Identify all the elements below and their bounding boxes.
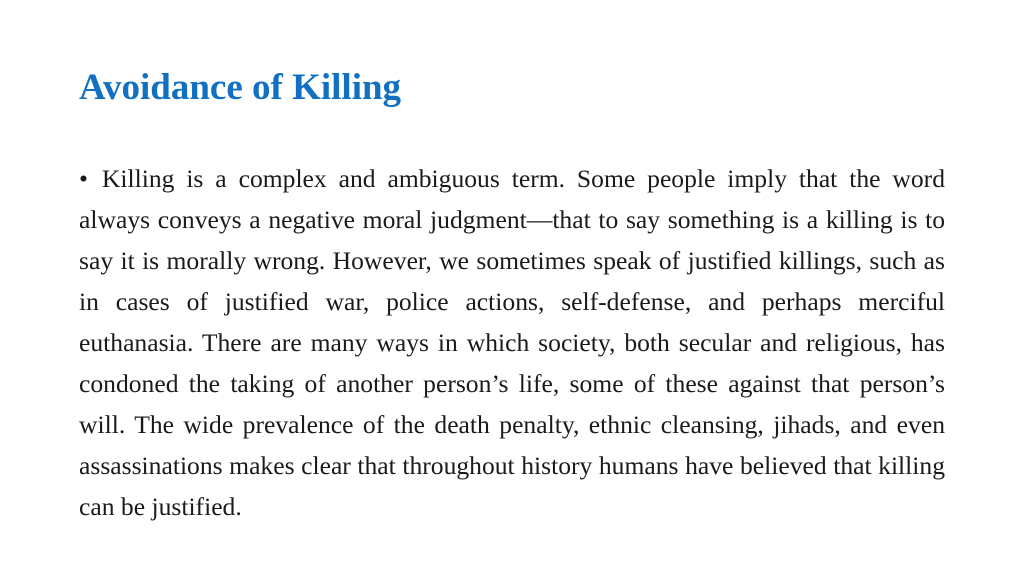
- bullet-paragraph: [79, 158, 945, 527]
- slide-title: Avoidance of Killing: [79, 67, 402, 108]
- paragraph-text: Killing is a complex and ambiguous term. Some people imply that the word always conveys a negative moral judgment—that to say something is a killing is to say it is morally wrong. However, we sometimes speak of justified killings, such as in cases of justified war, police actions, self-defense, and perhaps merciful euthanasia. There are many ways in which society, both secular and religious, has condoned the taking of another person’s life, some of these against that person’s will. The wide prevalence of the death penalty, ethnic cleansing, jihads, and even assassinations makes clear that throughout history humans have believed that killing can be justified.: [79, 164, 945, 521]
- bullet-marker: •: [79, 164, 88, 193]
